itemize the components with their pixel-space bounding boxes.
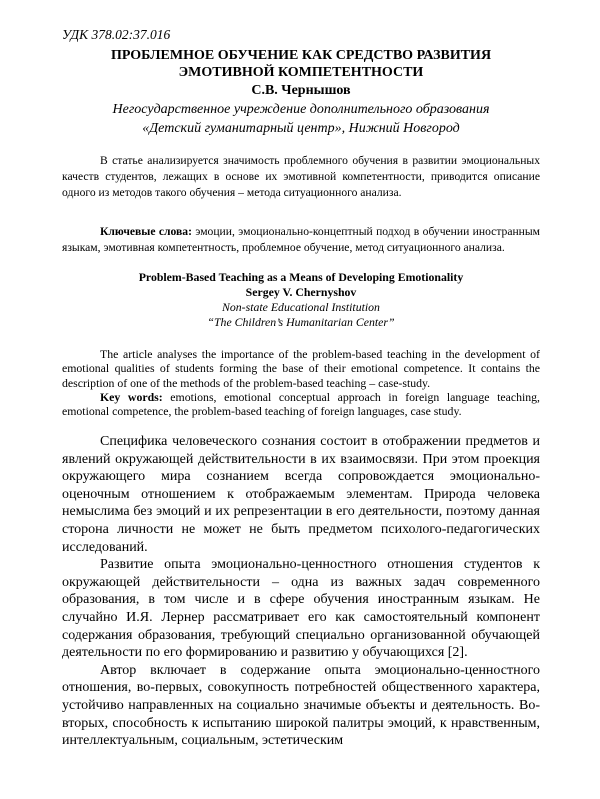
affiliation-en [62,300,540,330]
keywords-ru [62,224,540,256]
body-paragraph-2: Развитие опыта эмоционально-ценностного отношения студентов к окружающей действительности – одна из важных задач современного образования, в том числе и в сфере обучения иностранным языкам. Не случайно И.Я. Лернер рассматривает его как самостоятельный компонент содержания образования, требующий специально организованной обучающей деятельности по его формированию и развитию у обучающихся [2]. [62,557,540,661]
main-body [62,433,540,750]
keywords-ru-label: Ключевые слова: [100,225,192,238]
author-ru: С.В. Чернышов [251,83,351,98]
affiliation-en-line-2: “The Children’s Humanitarian Center” [207,315,395,329]
keywords-en-text: emotions, emotional conceptual approach in foreign language teaching, emotional competence, the problem-based teaching of foreign languages, case study. [62,390,541,419]
author-en: Sergey V. Chernyshov [245,285,357,299]
paper-title-ru [62,47,540,81]
affiliation-ru-line-2: «Детский гуманитарный центр», Нижний Новгород [142,121,460,136]
title-ru-line-1: ПРОБЛЕМНОЕ ОБУЧЕНИЕ КАК СРЕДСТВО РАЗВИТИЯ [110,48,492,63]
keywords-en [62,390,540,419]
affiliation-ru-line-1: Негосударственное учреждение дополнительного образования [112,102,490,117]
keywords-en-label: Key words: [100,390,163,404]
body-paragraph-1: Специфика человеческого сознания состоит в отображении предметов и явлений окружающей действительности в их взаимосвязи. При этом проекция окружающего мира сознанием всегда сопровождается эмоционально-оценочным отношением к отображаемым элементам. Природа человека немыслима без эмоций и их репрезентации в его деятельности, поэтому данная сторона личности не может не быть предметом психолого-педагогических исследований. [62,434,540,555]
title-ru-line-2: ЭМОТИВНОЙ КОМПЕТЕНТНОСТИ [178,65,424,80]
udk-code: УДК 378.02:37.016 [62,27,171,42]
affiliation-en-line-1: Non-state Educational Institution [222,300,380,314]
abstract-en: The article analyses the importance of the problem-based teaching in the development of emotional qualities of students forming the base of their emotional competence. It contains the description of one of the methods of the problem-based teaching – case-study. [62,347,540,390]
paper-title-en: Problem-Based Teaching as a Means of Developing Emotionality [138,270,464,284]
keywords-ru-text: эмоции, эмоционально-концептный подход в обучении иностранным языкам, эмотивная компетентность, проблемное обучение, метод ситуационного анализа. [62,225,540,254]
abstract-ru: В статье анализируется значимость проблемного обучения в развитии эмоциональных качеств студентов, лежащих в основе их эмотивной компетентности, приводится описание одного из методов такого обучения – метода ситуационного анализа. [62,154,540,199]
body-paragraph-3: Автор включает в содержание опыта эмоционально-ценностного отношения, во-первых, совокупность потребностей общественного характера, устойчиво направленных на социально значимые объекты и деятельность. Во-вторых, способность к испытанию широкой палитры эмоций, к нравственным, интеллектуальным, социальным, эстетическим [62,662,540,749]
affiliation-ru [62,100,540,138]
